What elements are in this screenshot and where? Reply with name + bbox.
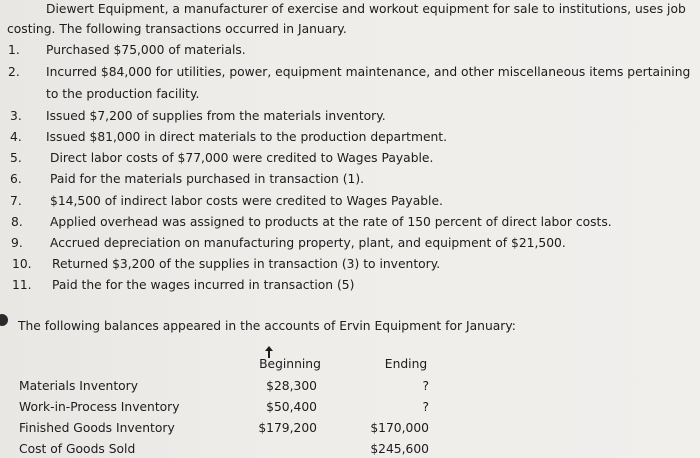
transaction-7-number: 7. bbox=[10, 194, 22, 208]
row-label-materials-inventory: Materials Inventory bbox=[19, 379, 139, 393]
transaction-5-number: 5. bbox=[10, 151, 22, 165]
transaction-8-text: Applied overhead was assigned to products at the rate of 150 percent of direct labor costs. bbox=[50, 215, 612, 229]
transaction-6-number: 6. bbox=[10, 172, 22, 186]
balances-intro: The following balances appeared in the accounts of Ervin Equipment for January: bbox=[18, 319, 516, 333]
intro-line-2: costing. The following transactions occurred in January. bbox=[7, 22, 347, 36]
materials-inventory-ending: ? bbox=[422, 379, 429, 393]
transaction-10-text: Returned $3,200 of the supplies in transaction (3) to inventory. bbox=[52, 257, 441, 271]
cost-of-goods-sold-ending: $245,600 bbox=[370, 442, 429, 456]
transaction-2-text: Incurred $84,000 for utilities, power, equipment maintenance, and other miscellaneous items pertaining bbox=[46, 65, 691, 79]
transaction-7-text: $14,500 of indirect labor costs were credited to Wages Payable. bbox=[50, 194, 443, 208]
transaction-3-text: Issued $7,200 of supplies from the materials inventory. bbox=[46, 109, 386, 123]
intro-line-1: Diewert Equipment, a manufacturer of exercise and workout equipment for sale to institutions, uses job bbox=[46, 2, 686, 16]
ending-header: Ending bbox=[384, 357, 428, 371]
circle-bullet-icon bbox=[0, 314, 8, 326]
transaction-5-text: Direct labor costs of $77,000 were credited to Wages Payable. bbox=[50, 151, 434, 165]
transaction-2-number: 2. bbox=[8, 65, 20, 79]
transaction-2-text-continued: to the production facility. bbox=[46, 87, 200, 101]
transaction-1-number: 1. bbox=[8, 43, 20, 57]
finished-goods-inventory-ending: $170,000 bbox=[370, 421, 429, 435]
transaction-4-number: 4. bbox=[10, 130, 22, 144]
transaction-8-number: 8. bbox=[11, 215, 23, 229]
transaction-11-number: 11. bbox=[12, 278, 32, 292]
transaction-10-number: 10. bbox=[12, 257, 32, 271]
transaction-3-number: 3. bbox=[10, 109, 22, 123]
row-label-cost-of-goods-sold: Cost of Goods Sold bbox=[19, 442, 136, 456]
materials-inventory-beginning: $28,300 bbox=[266, 379, 317, 393]
transaction-1-text: Purchased $75,000 of materials. bbox=[46, 43, 246, 57]
work-in-process-inventory-ending: ? bbox=[422, 400, 429, 414]
row-label-work-in-process-inventory: Work-in-Process Inventory bbox=[19, 400, 180, 414]
beginning-header: Beginning bbox=[259, 357, 321, 371]
transaction-9-text: Accrued depreciation on manufacturing property, plant, and equipment of $21,500. bbox=[50, 236, 566, 250]
work-in-process-inventory-beginning: $50,400 bbox=[266, 400, 317, 414]
transaction-9-number: 9. bbox=[11, 236, 23, 250]
row-label-finished-goods-inventory: Finished Goods Inventory bbox=[19, 421, 175, 435]
finished-goods-inventory-beginning: $179,200 bbox=[258, 421, 317, 435]
transaction-4-text: Issued $81,000 in direct materials to the production department. bbox=[46, 130, 448, 144]
transaction-11-text: Paid the for the wages incurred in transaction (5) bbox=[52, 278, 355, 292]
transaction-6-text: Paid for the materials purchased in transaction (1). bbox=[50, 172, 365, 186]
